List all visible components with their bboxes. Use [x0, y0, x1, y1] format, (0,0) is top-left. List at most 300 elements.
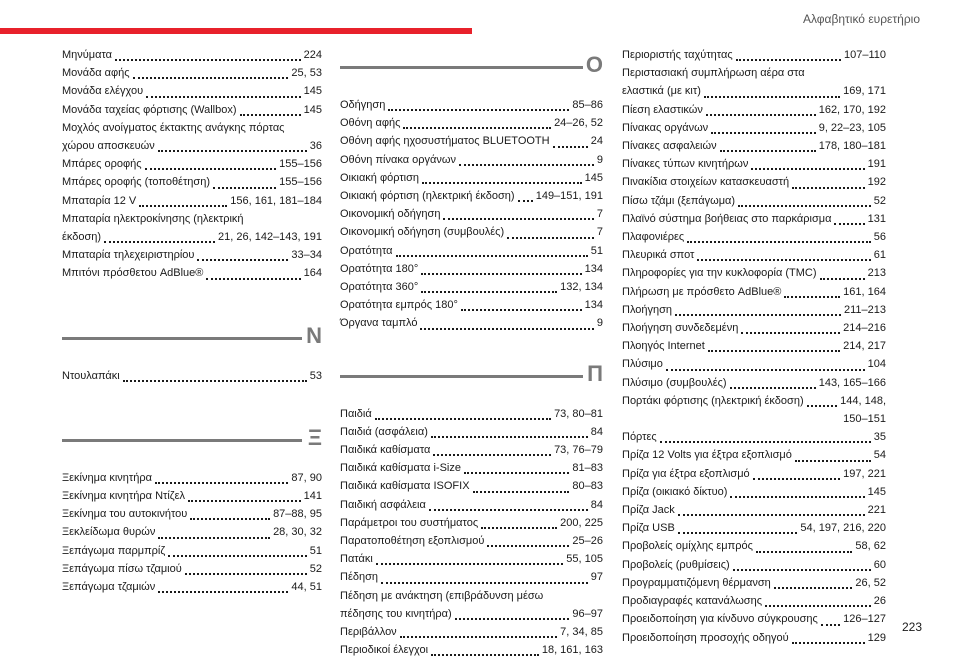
- entry-label: Παιδικά καθίσματα i-Size: [340, 462, 461, 475]
- dot-leader: [133, 77, 289, 79]
- dot-leader: [431, 436, 588, 438]
- entry-pages: 131: [867, 212, 886, 225]
- entry-pages: 60: [873, 558, 886, 571]
- index-entry: [340, 242, 603, 260]
- index-entry: [622, 446, 886, 464]
- dot-leader: [433, 454, 551, 456]
- entry-pages: 87, 90: [291, 471, 322, 484]
- dot-leader: [518, 200, 533, 202]
- entry-label: Μπάρες οροφής (τοποθέτηση): [62, 176, 210, 189]
- index-column-2: [340, 46, 603, 659]
- entry-pages: 26: [873, 595, 886, 608]
- entry-label: Πέδηση: [340, 571, 378, 584]
- entry-label: Οθόνη αφής: [340, 117, 401, 130]
- dot-leader: [381, 582, 588, 584]
- entry-label: Ορατότητα 180°: [340, 262, 419, 275]
- entry-label: Παιδικά καθίσματα: [340, 444, 431, 457]
- entry-label: Ντουλαπάκι: [62, 369, 120, 382]
- entry-label: Όργανα ταμπλό: [340, 317, 418, 330]
- entry-pages: 213: [867, 267, 886, 280]
- index-entry: [622, 465, 886, 483]
- index-entry-continuation: [622, 410, 886, 428]
- entry-pages: 44, 51: [291, 581, 322, 594]
- entry-label: Παιδιά (ασφάλεια): [340, 425, 428, 438]
- index-group-pi: [340, 405, 603, 659]
- entry-pages: 25, 53: [291, 67, 322, 80]
- entry-label: Μπιτόνι πρόσθετου AdBlue®: [62, 267, 204, 280]
- dot-leader: [678, 532, 798, 534]
- index-group-n: [62, 367, 322, 385]
- entry-label: Ξεπάγωμα τζαμιών: [62, 581, 156, 594]
- entry-pages: 155–156: [279, 176, 322, 189]
- dot-leader: [553, 146, 588, 148]
- dot-leader: [459, 164, 594, 166]
- entry-label: Πατάκι: [340, 553, 373, 566]
- index-entry: [340, 514, 603, 532]
- entry-label: Πλαϊνό σύστημα βοήθειας στο παρκάρισμα: [622, 212, 832, 225]
- index-entry: [622, 337, 886, 355]
- entry-pages: 85–86: [572, 99, 603, 111]
- dot-leader: [730, 496, 864, 498]
- entry-pages: 33–34: [291, 249, 322, 262]
- entry-pages: 145: [867, 485, 886, 498]
- entry-pages: 80–83: [572, 480, 603, 493]
- entry-label: Ξεκίνημα του αυτοκινήτου: [62, 508, 188, 521]
- dot-leader: [188, 500, 301, 502]
- accent-bar: [0, 28, 472, 34]
- divider-rule: [340, 66, 583, 69]
- entry-pages: 25–26: [572, 535, 603, 548]
- entry-pages: 73, 80–81: [554, 407, 603, 420]
- index-entry: [622, 82, 886, 100]
- section-title: Αλφαβητικό ευρετήριο: [802, 12, 920, 26]
- index-group-o: [340, 96, 603, 333]
- section-letter: Π: [587, 360, 603, 386]
- index-entry: [622, 119, 886, 137]
- dot-leader: [736, 59, 841, 61]
- index-entry: [622, 46, 886, 64]
- dot-leader: [487, 545, 569, 547]
- entry-pages: 150–151: [843, 413, 886, 426]
- entry-pages: 84: [590, 498, 603, 511]
- entry-pages: 211–213: [843, 303, 886, 316]
- index-entry: [622, 192, 886, 210]
- index-entry: [340, 641, 603, 659]
- entry-pages: 54, 197, 216, 220: [800, 522, 886, 535]
- entry-pages: 178, 180–181: [818, 140, 886, 153]
- index-entry: [62, 469, 322, 487]
- entry-label: Πληροφορίες για την κυκλοφορία (TMC): [622, 267, 817, 280]
- index-entry: [622, 519, 886, 537]
- dot-leader: [115, 59, 301, 61]
- dot-leader: [421, 291, 557, 293]
- dot-leader: [145, 168, 277, 170]
- entry-label: Πλοήγηση συνδεδεμένη: [622, 322, 739, 335]
- entry-pages: 9: [596, 153, 603, 166]
- dot-leader: [706, 114, 816, 116]
- entry-label: Ξεπάγωμα πίσω τζαμιού: [62, 562, 182, 575]
- entry-label: Πορτάκι φόρτισης (ηλεκτρική έκδοση): [622, 394, 804, 407]
- entry-pages: 145: [303, 103, 322, 116]
- entry-pages: 104: [867, 358, 886, 371]
- index-entry: [622, 101, 886, 119]
- entry-label: Μηνύματα: [62, 49, 113, 61]
- divider-rule: [340, 375, 583, 378]
- index-entry: [340, 205, 603, 223]
- entry-label: Πίσω τζάμι (ξεπάγωμα): [622, 194, 736, 207]
- index-entry: [622, 392, 886, 410]
- dot-leader: [708, 350, 840, 352]
- entry-pages: 24–26, 52: [554, 117, 603, 130]
- dot-leader: [158, 537, 270, 539]
- entry-label: Πινακίδια στοιχείων κατασκευαστή: [622, 176, 790, 189]
- index-entry: [62, 155, 322, 173]
- entry-label: Οδήγηση: [340, 99, 386, 111]
- entry-pages: 192: [867, 176, 886, 189]
- entry-pages: 84: [590, 425, 603, 438]
- dot-leader: [795, 460, 871, 462]
- entry-pages: 51: [309, 544, 322, 557]
- index-entry: [340, 96, 603, 114]
- dot-leader: [403, 127, 551, 129]
- entry-pages: 224: [303, 49, 322, 61]
- index-entry: [62, 192, 322, 210]
- index-entry: [62, 137, 322, 155]
- entry-label: Προδιαγραφές κατανάλωσης: [622, 595, 763, 608]
- index-entry: [622, 301, 886, 319]
- page-number: 223: [901, 620, 922, 634]
- entry-label: Πλοηγός Internet: [622, 340, 705, 353]
- index-entry: [622, 319, 886, 337]
- dot-leader: [400, 636, 557, 638]
- entry-pages: 214, 217: [843, 340, 886, 353]
- entry-label: πέδησης του κινητήρα): [340, 607, 452, 620]
- dot-leader: [240, 114, 301, 116]
- entry-pages: 18, 161, 163: [541, 644, 603, 657]
- index-entry-line: Μπαταρία ηλεκτροκίνησης (ηλεκτρική: [62, 212, 244, 225]
- entry-pages: 132, 134: [560, 281, 603, 294]
- dot-leader: [213, 187, 276, 189]
- index-entry: [340, 278, 603, 296]
- entry-label: Οικιακή φόρτιση: [340, 171, 420, 184]
- entry-label: Πλοήγηση: [622, 303, 673, 316]
- entry-pages: 87–88, 95: [273, 508, 322, 521]
- entry-pages: 35: [873, 431, 886, 444]
- entry-pages: 7, 34, 85: [560, 626, 603, 639]
- entry-pages: 155–156: [279, 158, 322, 171]
- entry-pages: 162, 170, 192: [818, 103, 886, 116]
- entry-pages: 134: [584, 262, 603, 275]
- index-entry: [622, 610, 886, 628]
- index-entry: [340, 423, 603, 441]
- entry-pages: 141: [303, 490, 322, 503]
- entry-pages: 197, 221: [843, 467, 886, 480]
- index-entry: [622, 246, 886, 264]
- index-entry: [62, 505, 322, 523]
- entry-label: Πλευρικά σποτ: [622, 249, 695, 262]
- entry-pages: 24: [590, 135, 603, 148]
- entry-pages: 161, 164: [843, 285, 886, 298]
- entry-pages: 56: [873, 231, 886, 244]
- index-entry-line: Μοχλός ανοίγματος έκτακτης ανάγκης πόρτας: [62, 121, 285, 134]
- entry-pages: 134: [584, 299, 603, 312]
- entry-pages: 36: [309, 140, 322, 153]
- entry-pages: 58, 62: [855, 540, 886, 553]
- dot-leader: [807, 405, 838, 407]
- dot-leader: [730, 387, 816, 389]
- entry-label: Περιοδικοί έλεγχοι: [340, 644, 429, 657]
- entry-pages: 9, 22–23, 105: [818, 121, 886, 134]
- index-entry: [340, 314, 603, 332]
- dot-leader: [792, 642, 865, 644]
- dot-leader: [792, 187, 865, 189]
- dot-leader: [738, 205, 871, 207]
- dot-leader: [155, 482, 288, 484]
- dot-leader: [388, 109, 569, 111]
- dot-leader: [507, 237, 594, 239]
- index-entry: [340, 187, 603, 205]
- letter-divider-xi: [62, 419, 322, 469]
- entry-label: Πίνακας οργάνων: [622, 121, 709, 134]
- index-entry: [622, 574, 886, 592]
- entry-label: Πίνακες ασφαλειών: [622, 140, 717, 153]
- letter-divider-o: [340, 46, 603, 96]
- entry-pages: 214–216: [843, 322, 886, 335]
- dot-leader: [197, 259, 288, 261]
- dot-leader: [820, 278, 865, 280]
- entry-pages: 145: [303, 85, 322, 98]
- index-entry: [62, 578, 322, 596]
- dot-leader: [821, 624, 840, 626]
- dot-leader: [741, 332, 840, 334]
- entry-label: Οθόνη αφής ηχοσυστήματος BLUETOOTH: [340, 135, 550, 148]
- index-entry: [340, 532, 603, 550]
- index-entry: [340, 151, 603, 169]
- index-entry: [622, 155, 886, 173]
- entry-label: Ξεκλείδωμα θυρών: [62, 526, 156, 539]
- entry-pages: 156, 161, 181–184: [230, 194, 322, 207]
- dot-leader: [431, 654, 539, 656]
- entry-label: Πίεση ελαστικών: [622, 103, 703, 116]
- dot-leader: [158, 591, 288, 593]
- entry-label: Μονάδα ταχείας φόρτισης (Wallbox): [62, 103, 237, 116]
- dot-leader: [146, 96, 301, 98]
- entry-pages: 53: [309, 369, 322, 382]
- index-entry: [62, 542, 322, 560]
- index-entry: [622, 374, 886, 392]
- section-letter: Ξ: [307, 424, 322, 450]
- entry-label: Ξεκίνημα κινητήρα Ντίζελ: [62, 490, 186, 503]
- dot-leader: [751, 168, 864, 170]
- index-entry: [340, 550, 603, 568]
- entry-label: Προειδοποίηση προσοχής οδηγού: [622, 631, 789, 644]
- entry-label: Παρατοποθέτηση εξοπλισμού: [340, 535, 485, 548]
- dot-leader: [139, 205, 227, 207]
- entry-pages: 73, 76–79: [554, 444, 603, 457]
- index-entry: [62, 173, 322, 191]
- entry-pages: 129: [867, 631, 886, 644]
- index-entry: [622, 483, 886, 501]
- index-entry: [622, 210, 886, 228]
- entry-label: Πρίζα 12 Volts για έξτρα εξοπλισμό: [622, 449, 792, 462]
- dot-leader: [678, 514, 865, 516]
- dot-leader: [396, 255, 588, 257]
- dot-leader: [660, 441, 871, 443]
- entry-label: Μονάδα αφής: [62, 67, 130, 80]
- entry-label: Οικονομική οδήγηση (συμβουλές): [340, 226, 505, 239]
- dot-leader: [834, 223, 864, 225]
- section-letter: N: [306, 322, 322, 348]
- dot-leader: [421, 273, 581, 275]
- index-entry: [622, 228, 886, 246]
- index-entry: [622, 629, 886, 647]
- dot-leader: [697, 259, 870, 261]
- index-entry: [340, 459, 603, 477]
- index-entry: [62, 64, 322, 82]
- index-entry: [62, 46, 322, 64]
- entry-label: Πλύσιμο (συμβουλές): [622, 376, 727, 389]
- entry-label: ελαστικά (με κιτ): [622, 85, 701, 98]
- index-column-1: [62, 46, 322, 596]
- entry-label: Ορατότητα εμπρός 180°: [340, 299, 458, 312]
- index-entry: [62, 487, 322, 505]
- index-entry-line: Πέδηση με ανάκτηση (επιβράδυνση μέσω: [340, 589, 544, 602]
- entry-label: Παιδική ασφάλεια: [340, 498, 426, 511]
- entry-label: Ορατότητα 360°: [340, 281, 419, 294]
- index-entry: [340, 405, 603, 423]
- entry-label: Μπαταρία 12 V: [62, 194, 137, 207]
- entry-label: Παράμετροι του συστήματος: [340, 516, 479, 529]
- index-entry: [62, 101, 322, 119]
- dot-leader: [473, 491, 570, 493]
- dot-leader: [461, 309, 582, 311]
- entry-label: Μπαταρία τηλεχειριστηρίου: [62, 249, 195, 262]
- index-entry: [340, 496, 603, 514]
- section-letter: O: [585, 52, 603, 77]
- dot-leader: [376, 563, 564, 565]
- entry-pages: 7: [596, 208, 603, 221]
- entry-pages: 96–97: [572, 607, 603, 620]
- entry-pages: 28, 30, 32: [273, 526, 322, 539]
- index-entry: [340, 114, 603, 132]
- dot-leader: [422, 182, 582, 184]
- entry-label: Πρίζα (οικιακό δίκτυο): [622, 485, 728, 498]
- entry-label: Πρίζα για έξτρα εξοπλισμό: [622, 467, 750, 480]
- entry-label: Οικονομική οδήγηση: [340, 208, 441, 221]
- index-entry: [622, 556, 886, 574]
- entry-pages: 81–83: [572, 462, 603, 475]
- dot-leader: [104, 241, 215, 243]
- dot-leader: [720, 150, 816, 152]
- dot-leader: [375, 418, 551, 420]
- entry-pages: 9: [596, 317, 603, 330]
- index-entry: [622, 355, 886, 373]
- dot-leader: [158, 150, 307, 152]
- entry-pages: 200, 225: [560, 516, 603, 529]
- index-entry: [622, 537, 886, 555]
- divider-rule: [62, 337, 302, 340]
- index-group-p: [622, 46, 886, 647]
- index-entry: [340, 477, 603, 495]
- index-entry: [340, 605, 603, 623]
- index-entry: [340, 296, 603, 314]
- dot-leader: [765, 605, 871, 607]
- entry-pages: 52: [309, 562, 322, 575]
- dot-leader: [123, 380, 307, 382]
- entry-pages: 144, 148,: [840, 394, 886, 407]
- entry-label: Πλαφονιέρες: [622, 231, 685, 244]
- entry-pages: 52: [873, 194, 886, 207]
- entry-pages: 54: [873, 449, 886, 462]
- entry-label: Πίνακες τύπων κινητήρων: [622, 158, 749, 171]
- entry-pages: 191: [867, 158, 886, 171]
- entry-label: χώρου αποσκευών: [62, 140, 155, 153]
- index-entry: [340, 568, 603, 586]
- index-entry: [622, 501, 886, 519]
- entry-pages: 26, 52: [855, 576, 886, 589]
- entry-label: Παιδιά: [340, 407, 372, 420]
- dot-leader: [464, 472, 569, 474]
- dot-leader: [206, 278, 300, 280]
- letter-divider-n: [62, 317, 322, 367]
- entry-pages: 7: [596, 226, 603, 239]
- dot-leader: [190, 518, 270, 520]
- entry-pages: 221: [867, 504, 886, 517]
- entry-label: Προβολείς ομίχλης εμπρός: [622, 540, 753, 553]
- entry-label: Πρίζα Jack: [622, 504, 675, 517]
- index-entry: [62, 367, 322, 385]
- index-entry: [62, 246, 322, 264]
- entry-label: Προειδοποίηση για κίνδυνο σύγκρουσης: [622, 613, 818, 626]
- entry-label: Ορατότητα: [340, 244, 393, 257]
- entry-label: Μπάρες οροφής: [62, 158, 142, 171]
- dot-leader: [675, 314, 841, 316]
- dot-leader: [753, 478, 841, 480]
- divider-rule: [62, 439, 302, 442]
- dot-leader: [687, 241, 871, 243]
- index-entry: [340, 441, 603, 459]
- index-entry: [340, 132, 603, 150]
- entry-pages: 97: [590, 571, 603, 584]
- entry-label: Πόρτες: [622, 431, 657, 444]
- entry-label: Οικιακή φόρτιση (ηλεκτρική έκδοση): [340, 190, 515, 203]
- entry-pages: 164: [303, 267, 322, 280]
- index-entry: [340, 223, 603, 241]
- dot-leader: [704, 96, 840, 98]
- dot-leader: [774, 587, 853, 589]
- entry-pages: 126–127: [843, 613, 886, 626]
- dot-leader: [420, 328, 593, 330]
- entry-label: Μονάδα ελέγχου: [62, 85, 144, 98]
- entry-pages: 55, 105: [566, 553, 603, 566]
- entry-label: Πλύσιμο: [622, 358, 663, 371]
- entry-label: Οθόνη πίνακα οργάνων: [340, 153, 456, 166]
- dot-leader: [443, 218, 593, 220]
- dot-leader: [733, 569, 871, 571]
- dot-leader: [455, 618, 570, 620]
- entry-pages: 143, 165–166: [818, 376, 886, 389]
- index-entry: [622, 264, 886, 282]
- dot-leader: [168, 555, 307, 557]
- entry-label: Ξεπάγωμα παρμπρίζ: [62, 544, 166, 557]
- index-entry: [62, 560, 322, 578]
- dot-leader: [429, 509, 588, 511]
- entry-label: Περιοριστής ταχύτητας: [622, 49, 733, 61]
- dot-leader: [711, 132, 816, 134]
- entry-label: Παιδικά καθίσματα ISOFIX: [340, 480, 470, 493]
- dot-leader: [481, 527, 557, 529]
- index-entry: [62, 523, 322, 541]
